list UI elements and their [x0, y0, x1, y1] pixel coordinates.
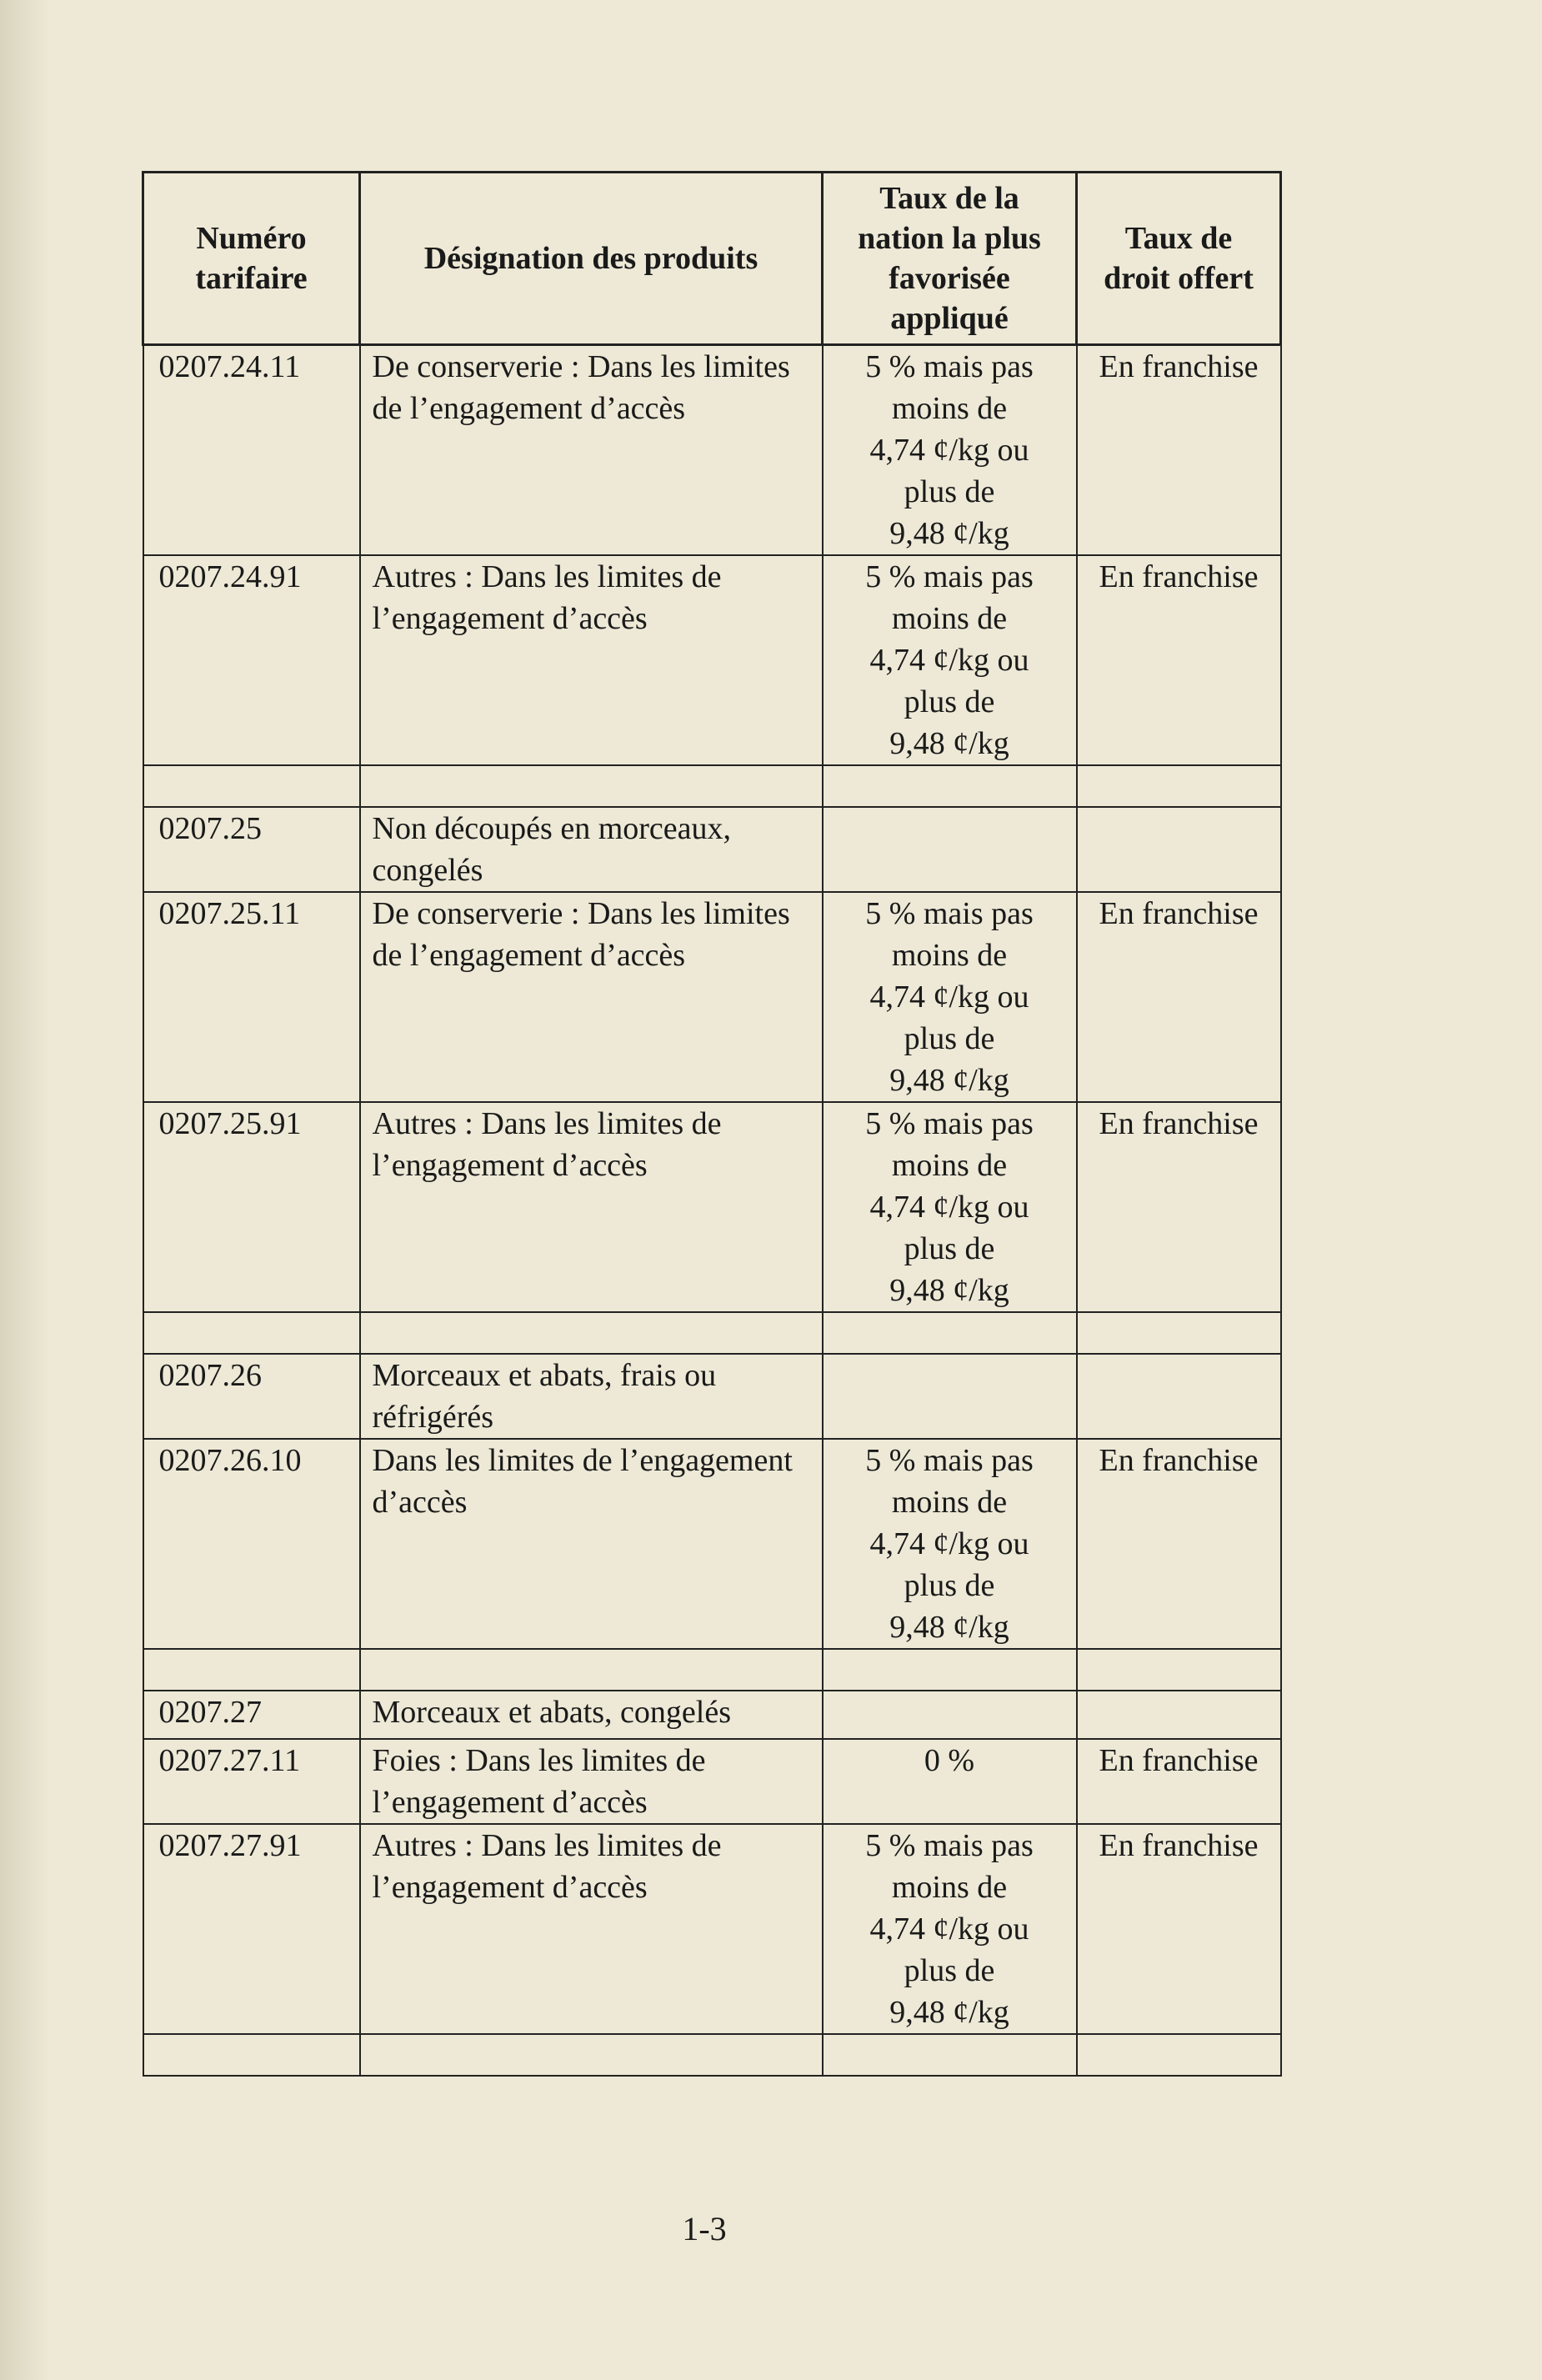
rate-line: 9,48 ¢/kg: [889, 1273, 1009, 1308]
tariff-number-cell: 0207.27.11: [143, 1739, 360, 1824]
rate-line: plus de: [904, 1021, 995, 1056]
header-mfn-rate: Taux de la nation la plus favorisée appliqué: [823, 173, 1077, 345]
rate-line: plus de: [904, 1953, 995, 1988]
rate-line: 4,74 ¢/kg ou: [869, 433, 1029, 468]
rate-line: moins de: [891, 391, 1008, 426]
offered-rate-cell: [1077, 1691, 1281, 1739]
rate-line: 0 %: [924, 1743, 975, 1778]
rate-line: moins de: [891, 1870, 1008, 1905]
rate-line: plus de: [904, 474, 995, 509]
table-header-row: [143, 173, 1281, 345]
tariff-table: [142, 171, 1282, 2077]
rate-line: moins de: [891, 601, 1008, 636]
blank-row: [143, 765, 1281, 807]
table-row: [143, 1354, 1281, 1439]
rate-line: 5 % mais pas: [865, 1828, 1034, 1863]
rate-line: 9,48 ¢/kg: [889, 1995, 1009, 2030]
mfn-rate-cell: [823, 1439, 1077, 1649]
offered-rate-cell: En franchise: [1077, 892, 1281, 1102]
rate-line: 4,74 ¢/kg ou: [869, 980, 1029, 1015]
table-row: [143, 807, 1281, 892]
tariff-number-cell: 0207.25: [143, 807, 360, 892]
empty-cell: [360, 2034, 823, 2076]
description-cell: Dans les limites de l’engagement d’accès: [360, 1439, 823, 1649]
offered-rate-cell: En franchise: [1077, 1102, 1281, 1312]
rate-line: 5 % mais pas: [865, 559, 1034, 594]
offered-rate-cell: [1077, 807, 1281, 892]
description-cell: Autres : Dans les limites de l’engagement d’accès: [360, 1102, 823, 1312]
table-row: [143, 1691, 1281, 1739]
mfn-rate-cell: [823, 1739, 1077, 1824]
empty-cell: [1077, 1312, 1281, 1354]
rate-line: 9,48 ¢/kg: [889, 1610, 1009, 1645]
empty-cell: [1077, 2034, 1281, 2076]
empty-cell: [360, 1312, 823, 1354]
page-number: 1-3: [682, 2210, 727, 2247]
header-offered-rate: Taux de droit offert: [1077, 173, 1281, 345]
mfn-rate-cell: [823, 1102, 1077, 1312]
mfn-rate-cell: [823, 1691, 1077, 1739]
tariff-number-cell: 0207.24.91: [143, 555, 360, 765]
description-cell: Morceaux et abats, congelés: [360, 1691, 823, 1739]
tariff-number-cell: 0207.27.91: [143, 1824, 360, 2034]
description-cell: Non découpés en morceaux, congelés: [360, 807, 823, 892]
description-cell: De conserverie : Dans les limites de l’engagement d’accès: [360, 345, 823, 556]
rate-line: 5 % mais pas: [865, 349, 1034, 384]
offered-rate-cell: En franchise: [1077, 1739, 1281, 1824]
rate-line: moins de: [891, 1148, 1008, 1183]
tariff-number-cell: 0207.24.11: [143, 345, 360, 556]
offered-rate-cell: En franchise: [1077, 345, 1281, 556]
mfn-rate-cell: [823, 807, 1077, 892]
rate-line: 4,74 ¢/kg ou: [869, 1190, 1029, 1225]
empty-cell: [1077, 765, 1281, 807]
table-row: [143, 1102, 1281, 1312]
table-row: [143, 892, 1281, 1102]
description-cell: Morceaux et abats, frais ou réfrigérés: [360, 1354, 823, 1439]
rate-line: 5 % mais pas: [865, 1106, 1034, 1141]
rate-line: plus de: [904, 684, 995, 719]
empty-cell: [143, 1312, 360, 1354]
offered-rate-cell: [1077, 1354, 1281, 1439]
rate-line: 9,48 ¢/kg: [889, 516, 1009, 551]
description-cell: Foies : Dans les limites de l’engagement d’accès: [360, 1739, 823, 1824]
blank-row: [143, 1649, 1281, 1691]
rate-line: plus de: [904, 1231, 995, 1266]
empty-cell: [823, 1649, 1077, 1691]
tariff-number-cell: 0207.25.11: [143, 892, 360, 1102]
tariff-number-cell: 0207.25.91: [143, 1102, 360, 1312]
rate-line: 5 % mais pas: [865, 896, 1034, 931]
rate-line: moins de: [891, 1485, 1008, 1520]
rate-line: 4,74 ¢/kg ou: [869, 1526, 1029, 1561]
rate-line: 9,48 ¢/kg: [889, 726, 1009, 761]
empty-cell: [143, 1649, 360, 1691]
mfn-rate-cell: [823, 555, 1077, 765]
offered-rate-cell: En franchise: [1077, 555, 1281, 765]
offered-rate-cell: En franchise: [1077, 1824, 1281, 2034]
tariff-number-cell: 0207.26: [143, 1354, 360, 1439]
description-cell: Autres : Dans les limites de l’engagement d’accès: [360, 1824, 823, 2034]
empty-cell: [143, 2034, 360, 2076]
table-row: [143, 555, 1281, 765]
blank-row: [143, 2034, 1281, 2076]
mfn-rate-cell: [823, 345, 1077, 556]
rate-line: 5 % mais pas: [865, 1443, 1034, 1478]
rate-line: 4,74 ¢/kg ou: [869, 1912, 1029, 1947]
table-row: [143, 1739, 1281, 1824]
table-row: [143, 345, 1281, 556]
empty-cell: [823, 765, 1077, 807]
rate-line: plus de: [904, 1568, 995, 1603]
empty-cell: [143, 765, 360, 807]
description-cell: De conserverie : Dans les limites de l’engagement d’accès: [360, 892, 823, 1102]
header-product-description: Désignation des produits: [360, 173, 823, 345]
table-row: [143, 1824, 1281, 2034]
page-edge-shadow: [0, 0, 50, 2380]
header-tariff-number: Numéro tarifaire: [143, 173, 360, 345]
empty-cell: [823, 1312, 1077, 1354]
description-cell: Autres : Dans les limites de l’engagement d’accès: [360, 555, 823, 765]
empty-cell: [360, 1649, 823, 1691]
blank-row: [143, 1312, 1281, 1354]
tariff-number-cell: 0207.27: [143, 1691, 360, 1739]
mfn-rate-cell: [823, 892, 1077, 1102]
offered-rate-cell: En franchise: [1077, 1439, 1281, 1649]
rate-line: 4,74 ¢/kg ou: [869, 643, 1029, 678]
rate-line: moins de: [891, 938, 1008, 973]
empty-cell: [360, 765, 823, 807]
empty-cell: [823, 2034, 1077, 2076]
mfn-rate-cell: [823, 1824, 1077, 2034]
tariff-number-cell: 0207.26.10: [143, 1439, 360, 1649]
rate-line: 9,48 ¢/kg: [889, 1063, 1009, 1098]
table-row: [143, 1439, 1281, 1649]
mfn-rate-cell: [823, 1354, 1077, 1439]
empty-cell: [1077, 1649, 1281, 1691]
